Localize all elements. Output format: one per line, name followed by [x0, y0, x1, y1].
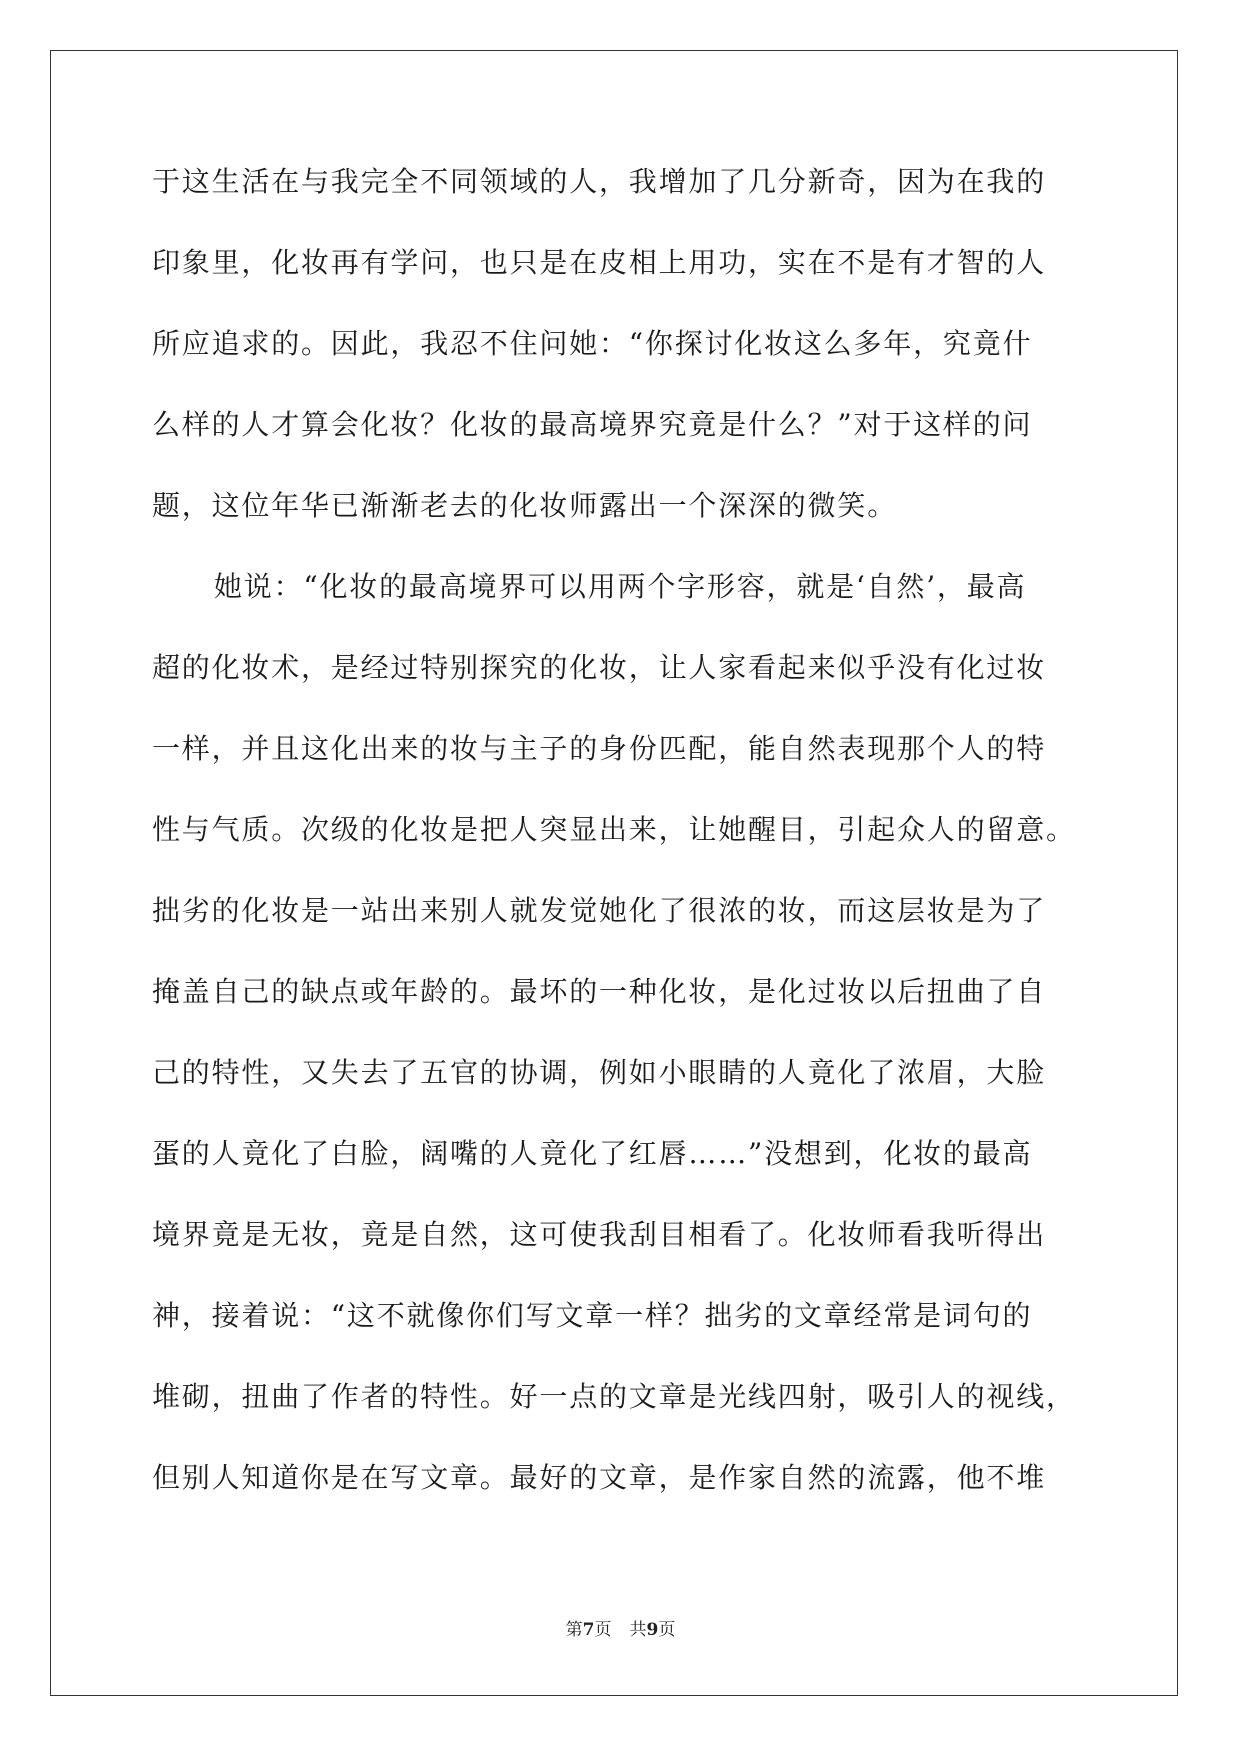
text-line: 蛋的人竟化了白脸，阔嘴的人竟化了红唇……”没想到，化妆的最高	[152, 1137, 1033, 1170]
text-line: 一样，并且这化出来的妆与主子的身份匹配，能自然表现那个人的特	[152, 732, 1047, 765]
text-line: 掩盖自己的缺点或年龄的。最坏的一种化妆，是化过妆以后扭曲了自	[152, 975, 1047, 1008]
document-body	[152, 160, 1084, 1537]
page-footer	[0, 1615, 1241, 1640]
total-pages: 9	[646, 1620, 659, 1640]
total-suffix: 页	[658, 1620, 676, 1640]
text-line: 堆砌，扭曲了作者的特性。好一点的文章是光线四射，吸引人的视线，	[152, 1380, 1076, 1413]
text-line: 但别人知道你是在写文章。最好的文章，是作家自然的流露，他不堆	[152, 1461, 1047, 1494]
text-line: 于这生活在与我完全不同领域的人，我增加了几分新奇，因为在我的	[152, 165, 1047, 198]
paragraph-start-line: 她说：“化妆的最高境界可以用两个字形容，就是‘自然’，最高	[214, 570, 1027, 603]
text-line: 么样的人才算会化妆？化妆的最高境界究竟是什么？”对于这样的问	[152, 408, 1033, 441]
text-line: 己的特性，又失去了五官的协调，例如小眼睛的人竟化了浓眉，大脸	[152, 1056, 1047, 1089]
text-line: 神，接着说：“这不就像你们写文章一样？拙劣的文章经常是词句的	[152, 1299, 1033, 1332]
total-prefix: 共	[629, 1620, 647, 1640]
page-suffix: 页	[594, 1620, 612, 1640]
text-line: 性与气质。次级的化妆是把人突显出来，让她醒目，引起众人的留意。	[152, 813, 1076, 846]
text-line: 超的化妆术，是经过特别探究的化妆，让人家看起来似乎没有化过妆	[152, 651, 1047, 684]
page-number: 7	[582, 1620, 595, 1640]
text-line: 印象里，化妆再有学问，也只是在皮相上用功，实在不是有才智的人	[152, 246, 1047, 279]
text-line: 所应追求的。因此，我忍不住问她：“你探讨化妆这么多年，究竟什	[152, 327, 1033, 360]
text-line: 拙劣的化妆是一站出来别人就发觉她化了很浓的妆，而这层妆是为了	[152, 894, 1047, 927]
page-prefix: 第	[565, 1620, 583, 1640]
text-line: 境界竟是无妆，竟是自然，这可使我刮目相看了。化妆师看我听得出	[152, 1218, 1047, 1251]
text-line: 题，这位年华已渐渐老去的化妆师露出一个深深的微笑。	[152, 489, 898, 522]
